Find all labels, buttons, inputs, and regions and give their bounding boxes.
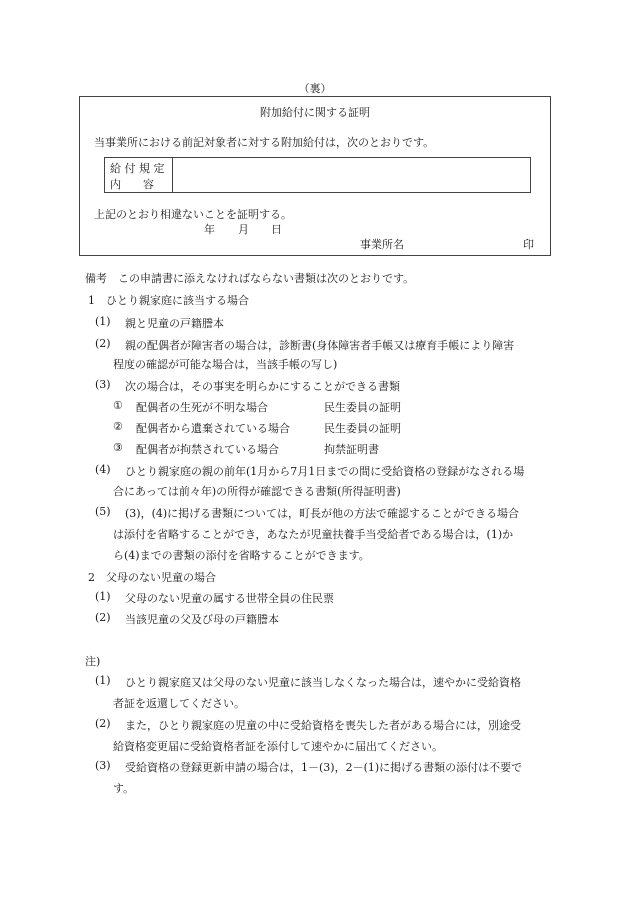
note1-number: (1) — [95, 674, 111, 687]
remarks-intro: 備考 この申請書に添えなければならない書類は次のとおりです。 — [85, 272, 415, 285]
office-name-label: 事業所名 — [360, 238, 404, 251]
s1-item3-number: (3) — [95, 378, 111, 391]
s1-item2-number: (2) — [95, 337, 111, 350]
date-month-label: 月 — [238, 223, 249, 236]
certificate-statement: 当事業所における前記対象者に対する附加給付は，次のとおりです。 — [94, 136, 435, 149]
note2-number: (2) — [95, 717, 111, 730]
benefit-rule-table — [104, 157, 531, 193]
note3-line1: 受給資格の登録更新申請の場合は，1－(3)，2－(1)に掲げる書類の添付は不要で — [125, 761, 523, 774]
sub2-document: 民生委員の証明 — [324, 422, 401, 435]
s1-item5-number: (5) — [95, 505, 111, 518]
s1-item4-line2: 合にあっては前々年)の所得が確認できる書類(所得証明書) — [113, 485, 401, 498]
s1-item5-line3: ら(4)までの書類の添付を省略することができます。 — [113, 549, 370, 562]
s1-item1-number: (1) — [95, 315, 111, 328]
s2-item2-text: 当該児童の父及び母の戸籍謄本 — [125, 613, 279, 626]
s1-item1-text: 親と児童の戸籍謄本 — [125, 317, 224, 330]
sub1-number: ① — [113, 399, 123, 412]
sub3-document: 拘禁証明書 — [324, 443, 379, 456]
s1-item5-line2: は添付を省略することができ，あなたが児童扶養手当受給者である場合は，(1)か — [113, 528, 514, 541]
certify-statement: 上記のとおり相違ないことを証明する。 — [94, 208, 292, 221]
s1-item4-number: (4) — [95, 463, 111, 476]
date-day-label: 日 — [271, 223, 282, 236]
note3-line2: す。 — [113, 782, 135, 795]
note1-line1: ひとり親家庭又は父母のない児童に該当しなくなった場合は，速やかに受給資格 — [125, 676, 521, 689]
section1-title: 1 ひとり親家庭に該当する場合 — [88, 294, 249, 307]
s1-item4-line1: ひとり親家庭の親の前年(1月から7月1日までの間に受給資格の登録がなされる場 — [125, 465, 525, 478]
sub3-case: 配偶者が拘禁されている場合 — [136, 443, 279, 456]
benefit-rule-label-line1: 給 付 規 定 — [110, 162, 165, 175]
date-year-label: 年 — [204, 223, 215, 236]
section2-title: 2 父母のない児童の場合 — [88, 571, 216, 584]
s2-item2-number: (2) — [95, 611, 111, 624]
s2-item1-text: 父母のない児童の属する世帯全員の住民票 — [125, 592, 334, 605]
s1-item2-line2: 程度の確認が可能な場合は，当該手帳の写し) — [113, 358, 338, 371]
s1-item5-line1: (3)，(4)に掲げる書類については，町長が他の方法で確認することができる場合 — [125, 507, 519, 520]
s2-item1-number: (1) — [95, 590, 111, 603]
sub1-document: 民生委員の証明 — [324, 401, 401, 414]
s1-item3-text: 次の場合は，その事実を明らかにすることができる書類 — [125, 380, 400, 393]
sub2-number: ② — [113, 420, 123, 433]
sub1-case: 配偶者の生死が不明な場合 — [136, 401, 268, 414]
note1-line2: 者証を返還してください。 — [113, 697, 245, 710]
sub2-case: 配偶者から遺棄されている場合 — [136, 422, 290, 435]
seal-mark: 印 — [523, 238, 534, 251]
benefit-rule-label-line2: 内 容 — [110, 178, 154, 191]
note2-line2: 給資格変更届に受給資格者証を添付して速やかに届出てください。 — [113, 740, 443, 753]
sub3-number: ③ — [113, 441, 123, 454]
certificate-title: 附加給付に関する証明 — [260, 106, 370, 119]
note3-number: (3) — [95, 759, 111, 772]
benefit-rule-table-divider — [172, 157, 173, 193]
note2-line1: また，ひとり親家庭の児童の中に受給資格を喪失した者がある場合には，別途受 — [125, 719, 521, 732]
notes-title: 注) — [85, 655, 101, 668]
s1-item2-line1: 親の配偶者が障害者の場合は，診断書(身体障害者手帳又は療育手帳により障害 — [125, 339, 515, 352]
page-side-label: （裏） — [298, 82, 332, 95]
